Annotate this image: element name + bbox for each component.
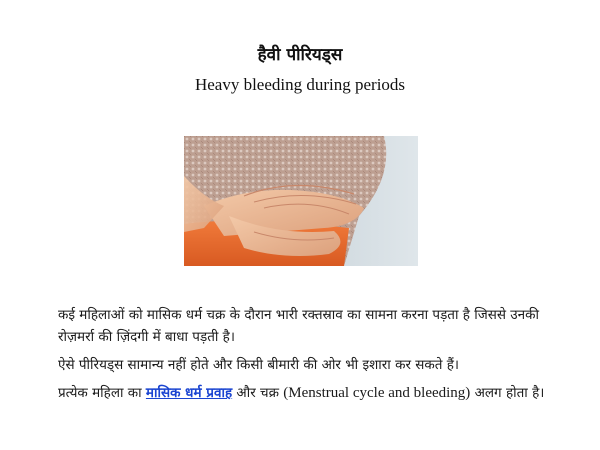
paragraph-3-english: (Menstrual cycle and bleeding)	[283, 385, 471, 401]
article-body	[58, 304, 578, 410]
paragraph-1: कई महिलाओं को मासिक धर्म चक्र के दौरान भारी रक्तस्राव का सामना करना पड़ता है जिससे उनकी रोज़मर्रा की ज़िंदगी में बाधा पड़ती है।	[58, 307, 540, 345]
paragraph-3	[58, 382, 578, 404]
paragraph-2: ऐसे पीरियड्स सामान्य नहीं होते और किसी बीमारी की ओर भी इशारा कर सकते हैं।	[58, 357, 460, 373]
page-title-english: Heavy bleeding during periods	[194, 75, 406, 94]
paragraph-3-start: प्रत्येक महिला का	[58, 385, 146, 401]
menstrual-flow-link[interactable]: मासिक धर्म प्रवाह	[145, 385, 233, 401]
paragraph-3-middle: और चक्र	[232, 385, 284, 401]
article-photo	[184, 136, 418, 266]
page-title-hindi: हैवी पीरियड्स	[257, 45, 343, 65]
paragraph-3-end: अलग होता है।	[470, 385, 545, 401]
